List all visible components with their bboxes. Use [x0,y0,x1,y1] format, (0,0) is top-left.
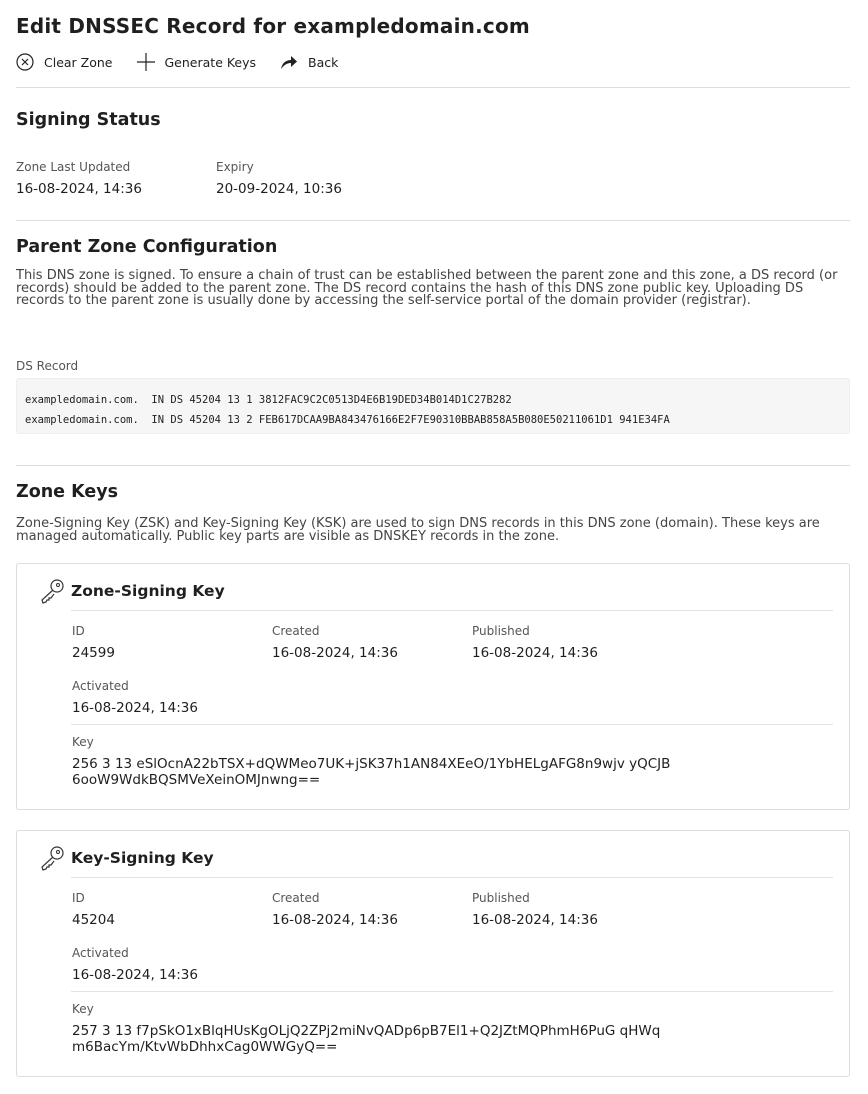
clear-zone-label: Clear Zone [44,54,113,70]
label: Key [72,1002,94,1016]
key-value: 256 3 13 eSlOcnA22bTSX+dQWMeo7UK+jSK37h1AN84XEeO/1YbHELgAFG8n9wjv yQCJB6ooW9WdkBQSMVeXeinOMJnwng== [72,756,671,788]
label: Activated [72,946,129,960]
label: Published [472,624,530,638]
plus-icon [137,53,155,71]
published-value: 16-08-2024, 14:36 [472,912,598,928]
back-label: Back [308,54,339,70]
divider [16,87,850,88]
label: Zone Last Updated [16,160,131,174]
zone-keys-description: Zone-Signing Key (ZSK) and Key-Signing Key (KSK) are used to sign DNS records in this DNS zone (domain). These keys are managed automatically. Public key parts are visible as DNSKEY records in the zone. [16,516,820,544]
label: ID [72,624,85,638]
share-arrow-icon [280,53,298,71]
parent-zone-heading: Parent Zone Configuration [16,237,278,257]
zone-last-updated-field [16,160,142,197]
card-title: Zone-Signing Key [71,582,225,600]
divider [71,610,833,611]
label: Activated [72,679,129,693]
published-value: 16-08-2024, 14:36 [472,645,598,661]
value: 20-09-2024, 10:36 [216,181,342,197]
divider [16,465,850,466]
label: ID [72,891,85,905]
parent-zone-description: This DNS zone is signed. To ensure a chain of trust can be established between the parent zone and this zone, a DS record (or records) should be added to the parent zone. The DS record contains the hash of this DNS zone public key. Uploading DS records to the parent zone is usually done by accessing the self-service portal of the domain provider (registrar). [16,268,838,308]
created-value: 16-08-2024, 14:36 [272,645,398,661]
label: Key [72,735,94,749]
ds-record-line: exampledomain.com. IN DS 45204 13 1 3812FAC9C2C0513D4E6B19DED34B014D1C27B282 [25,394,512,406]
activated-value: 16-08-2024, 14:36 [72,700,198,716]
ksk-card [16,830,850,1077]
zone-keys-heading: Zone Keys [16,482,119,502]
divider [71,991,833,992]
label: Published [472,891,530,905]
label: Created [272,624,320,638]
expiry-field [216,160,342,197]
label: Expiry [216,160,254,174]
ds-record-line: exampledomain.com. IN DS 45204 13 2 FEB617DCAA9BA843476166E2F7E90310BBAB858A5B080E50211061D1 941E34FA [25,414,670,426]
key-icon [39,845,65,871]
divider [71,724,833,725]
divider [16,220,850,221]
card-title: Key-Signing Key [71,849,214,867]
ds-record-label: DS Record [16,359,79,373]
generate-keys-label: Generate Keys [164,54,257,70]
clear-zone-button[interactable] [16,53,113,71]
activated-value: 16-08-2024, 14:36 [72,967,198,983]
id-value: 45204 [72,912,115,928]
created-value: 16-08-2024, 14:36 [272,912,398,928]
id-value: 24599 [72,645,115,661]
generate-keys-button[interactable] [137,53,257,71]
toolbar [16,53,338,71]
label: Created [272,891,320,905]
page-title: Edit DNSSEC Record for exampledomain.com [16,14,530,38]
key-icon [39,578,65,604]
back-button[interactable] [280,53,338,71]
value: 16-08-2024, 14:36 [16,181,142,197]
ds-record-box [16,378,850,434]
close-circle-icon [16,53,34,71]
divider [71,877,833,878]
key-value: 257 3 13 f7pSkO1xBlqHUsKgOLjQ2ZPj2miNvQADp6pB7El1+Q2JZtMQPhmH6PuG qHWqm6BacYm/KtvWbDhhxCag0WWGyQ== [72,1023,661,1055]
zsk-card [16,563,850,810]
signing-status-heading: Signing Status [16,110,161,130]
